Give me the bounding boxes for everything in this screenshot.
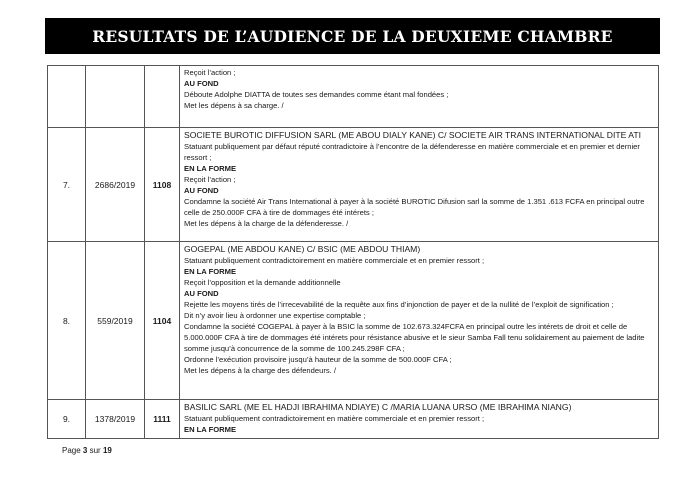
page-title-banner (45, 18, 660, 54)
decision-line: Rejette les moyens tirés de l’irrecevabilité de la requête aux fins d’injonction de payer et de la nullité de l’exploit de signification ; (184, 300, 614, 309)
section-heading: AU FOND (184, 79, 219, 88)
decision-line: Met les dépens à la charge des défendeurs. / (184, 366, 336, 375)
footer-page-word: Page (62, 446, 81, 455)
docket-number-cell: 1378/2019 (86, 400, 145, 439)
footer-sur: sur (89, 446, 101, 455)
case-number-cell: 8. (48, 242, 86, 400)
results-table (47, 65, 659, 439)
docket-number-cell: 559/2019 (86, 242, 145, 400)
docket-number-cell (86, 66, 145, 128)
decision-text-cell (180, 400, 659, 439)
decision-text-cell (180, 128, 659, 242)
footer-page-number: 3 (82, 446, 88, 455)
section-heading: AU FOND (184, 186, 219, 195)
decision-line: Met les dépens à la charge de la défenderesse. / (184, 219, 349, 228)
parties-line: BASILIC SARL (ME EL HADJI IBRAHIMA NDIAYE) C /MARIA LUANA URSO (ME IBRAHIMA NIANG) (184, 402, 572, 412)
decision-line: Dit n’y avoir lieu à ordonner une expertise comptable ; (184, 311, 366, 320)
order-number-cell (145, 66, 180, 128)
section-heading: EN LA FORME (184, 267, 237, 276)
decision-line: Reçoit l’opposition et la demande additionnelle (184, 278, 341, 287)
docket-number-cell: 2686/2019 (86, 128, 145, 242)
case-number-cell (48, 66, 86, 128)
table-row (48, 66, 659, 128)
page-footer (62, 446, 112, 455)
table-row (48, 242, 659, 400)
decision-text-cell (180, 242, 659, 400)
page-title: RESULTATS DE L’AUDIENCE DE LA DEUXIEME CHAMBRE (92, 26, 613, 46)
decision-line: Met les dépens à sa charge. / (184, 101, 284, 110)
section-heading: EN LA FORME (184, 425, 237, 434)
decision-line: Condamne la société Air Trans International à payer à la société BUROTIC Difusion sarl la somme de 1.351 .613 FCFA en principal outre celle de 250.000F CFA à tire de dommages été intérets ; (184, 197, 645, 217)
section-heading: AU FOND (184, 289, 219, 298)
decision-line: Reçoit l’action ; (184, 68, 236, 77)
decision-line: Reçoit l’action ; (184, 175, 236, 184)
decision-line: Statuant publiquement contradictoirement en matière commerciale et en premier ressort ; (184, 414, 485, 423)
parties-line: GOGEPAL (ME ABDOU KANE) C/ BSIC (ME ABDOU THIAM) (184, 244, 421, 254)
decision-line: Déboute Adolphe DIATTA de toutes ses demandes comme étant mal fondées ; (184, 90, 449, 99)
decision-text-cell (180, 66, 659, 128)
table-row (48, 128, 659, 242)
decision-line: Statuant publiquement par défaut réputé contradictoire à l’encontre de la défenderesse en matière commerciale et en premier et dernier ressort ; (184, 142, 640, 162)
decision-line: Ordonne l’exécution provisoire jusqu’à hauteur de la somme de 500.000F CFA ; (184, 355, 452, 364)
decision-line: Condamne la société COGEPAL à payer à la BSIC la somme de 102.673.324FCFA en principal outre les intérets de droit et celle de 5.000.000F CFA à tire de dommages été intérets pour résistance abusive et le sieur Samba Fall tenu solidairement au paiement de ladite somme jusqu’à concurrence de la somme de 100.245.298F CFA ; (184, 322, 645, 353)
order-number-cell: 1108 (145, 128, 180, 242)
footer-page-total: 19 (102, 446, 112, 455)
section-heading: EN LA FORME (184, 164, 237, 173)
order-number-cell: 1111 (145, 400, 180, 439)
decision-line: Statuant publiquement contradictoirement en matière commerciale et en premier ressort ; (184, 256, 485, 265)
case-number-cell: 7. (48, 128, 86, 242)
parties-line: SOCIETE BUROTIC DIFFUSION SARL (ME ABOU DIALY KANE) C/ SOCIETE AIR TRANS INTERNATIONAL DITE ATI (184, 130, 641, 140)
table-row (48, 400, 659, 439)
case-number-cell: 9. (48, 400, 86, 439)
order-number-cell: 1104 (145, 242, 180, 400)
